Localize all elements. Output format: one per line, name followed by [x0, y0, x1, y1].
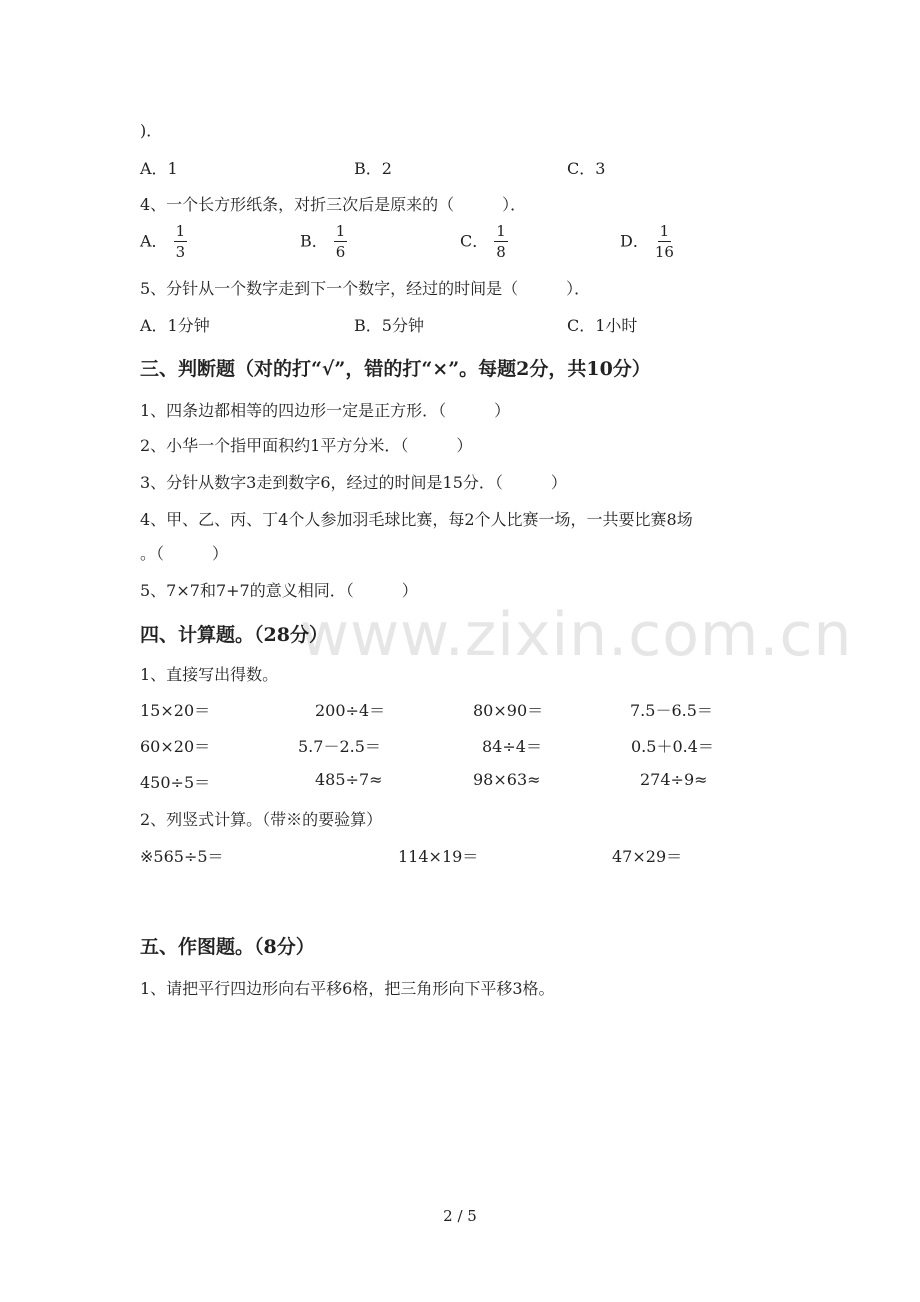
numerator: 1	[175, 222, 186, 240]
section3-heading: 三、判断题（对的打“√”，错的打“×”。每题2分，共10分）	[140, 358, 651, 380]
judge-item-4-cont: 。（ ）	[140, 544, 229, 563]
numerator: 1	[335, 222, 346, 240]
judge-item-4: 4、甲、乙、丙、丁4个人参加羽毛球比赛，每2个人比赛一场，一共要比赛8场	[140, 510, 693, 529]
calc-item: 7.5－6.5＝	[630, 701, 713, 720]
q5-options	[0, 313, 920, 343]
watermark: www.zixin.com.cn	[300, 600, 853, 670]
calc-item: 0.5＋0.4＝	[631, 737, 714, 756]
numerator: 1	[659, 222, 670, 240]
option-b	[300, 224, 347, 260]
q3-options	[0, 156, 920, 186]
fraction	[655, 224, 674, 260]
calc-item: 274÷9≈	[640, 770, 708, 789]
calc-item: 80×90＝	[473, 701, 544, 720]
judge-item-2: 2、小华一个指甲面积约1平方分米．（ ）	[140, 436, 473, 455]
option-label: B．	[300, 231, 328, 251]
option-b: B．2	[354, 159, 392, 178]
calc-item: 5.7－2.5＝	[298, 737, 381, 756]
section4-heading: 四、计算题。（28分）	[140, 624, 328, 646]
calc-item: 15×20＝	[140, 701, 211, 720]
calc-q1-title: 1、直接写出得数。	[140, 665, 279, 684]
option-label: A．	[140, 231, 168, 251]
option-a: A．1分钟	[140, 316, 210, 335]
calc-item: 60×20＝	[140, 737, 211, 756]
judge-item-5: 5、7×7和7+7的意义相同．（ ）	[140, 581, 418, 600]
fraction	[174, 224, 188, 260]
option-c: C．3	[567, 159, 606, 178]
fraction	[334, 224, 348, 260]
option-label: C．	[460, 231, 489, 251]
option-d	[620, 224, 674, 260]
calc-item: 485÷7≈	[315, 770, 383, 789]
denominator: 8	[496, 243, 506, 261]
vertical-calc-row	[0, 844, 920, 874]
calc-row	[0, 770, 920, 800]
option-a: A．1	[140, 159, 178, 178]
calc-row	[0, 698, 920, 728]
option-label: D．	[620, 231, 649, 251]
option-c: C．1小时	[567, 316, 638, 335]
vertical-calc-item: ※565÷5＝	[140, 847, 224, 866]
calc-item: 450÷5＝	[140, 773, 211, 792]
vertical-calc-item: 47×29＝	[612, 847, 683, 866]
judge-item-3: 3、分针从数字3走到数字6，经过的时间是15分．（ ）	[140, 473, 567, 492]
option-b: B．5分钟	[354, 316, 424, 335]
calc-q2-title: 2、列竖式计算。（带※的要验算）	[140, 810, 383, 829]
vertical-calc-item: 114×19＝	[398, 847, 479, 866]
calc-item: 84÷4＝	[482, 737, 542, 756]
q4-text: 4、一个长方形纸条，对折三次后是原来的（ ）．	[140, 195, 527, 214]
section5-heading: 五、作图题。（8分）	[140, 936, 315, 958]
q4-options	[0, 222, 920, 261]
calc-item: 200÷4＝	[315, 701, 386, 720]
fraction	[494, 224, 508, 260]
calc-row	[0, 734, 920, 764]
q5-text: 5、分针从一个数字走到下一个数字，经过的时间是（ ）．	[140, 279, 591, 298]
option-c	[460, 224, 508, 260]
draw-q1: 1、请把平行四边形向右平移6格，把三角形向下平移3格。	[140, 979, 555, 998]
option-a	[140, 224, 187, 260]
judge-item-1: 1、四条边都相等的四边形一定是正方形．（ ）	[140, 401, 511, 420]
page-number: 2 / 5	[443, 1207, 477, 1225]
calc-item: 98×63≈	[473, 770, 541, 789]
denominator: 6	[335, 243, 346, 261]
numerator: 1	[496, 222, 506, 240]
q3-tail: )．	[140, 121, 163, 140]
denominator: 16	[654, 243, 674, 261]
denominator: 3	[175, 243, 186, 261]
